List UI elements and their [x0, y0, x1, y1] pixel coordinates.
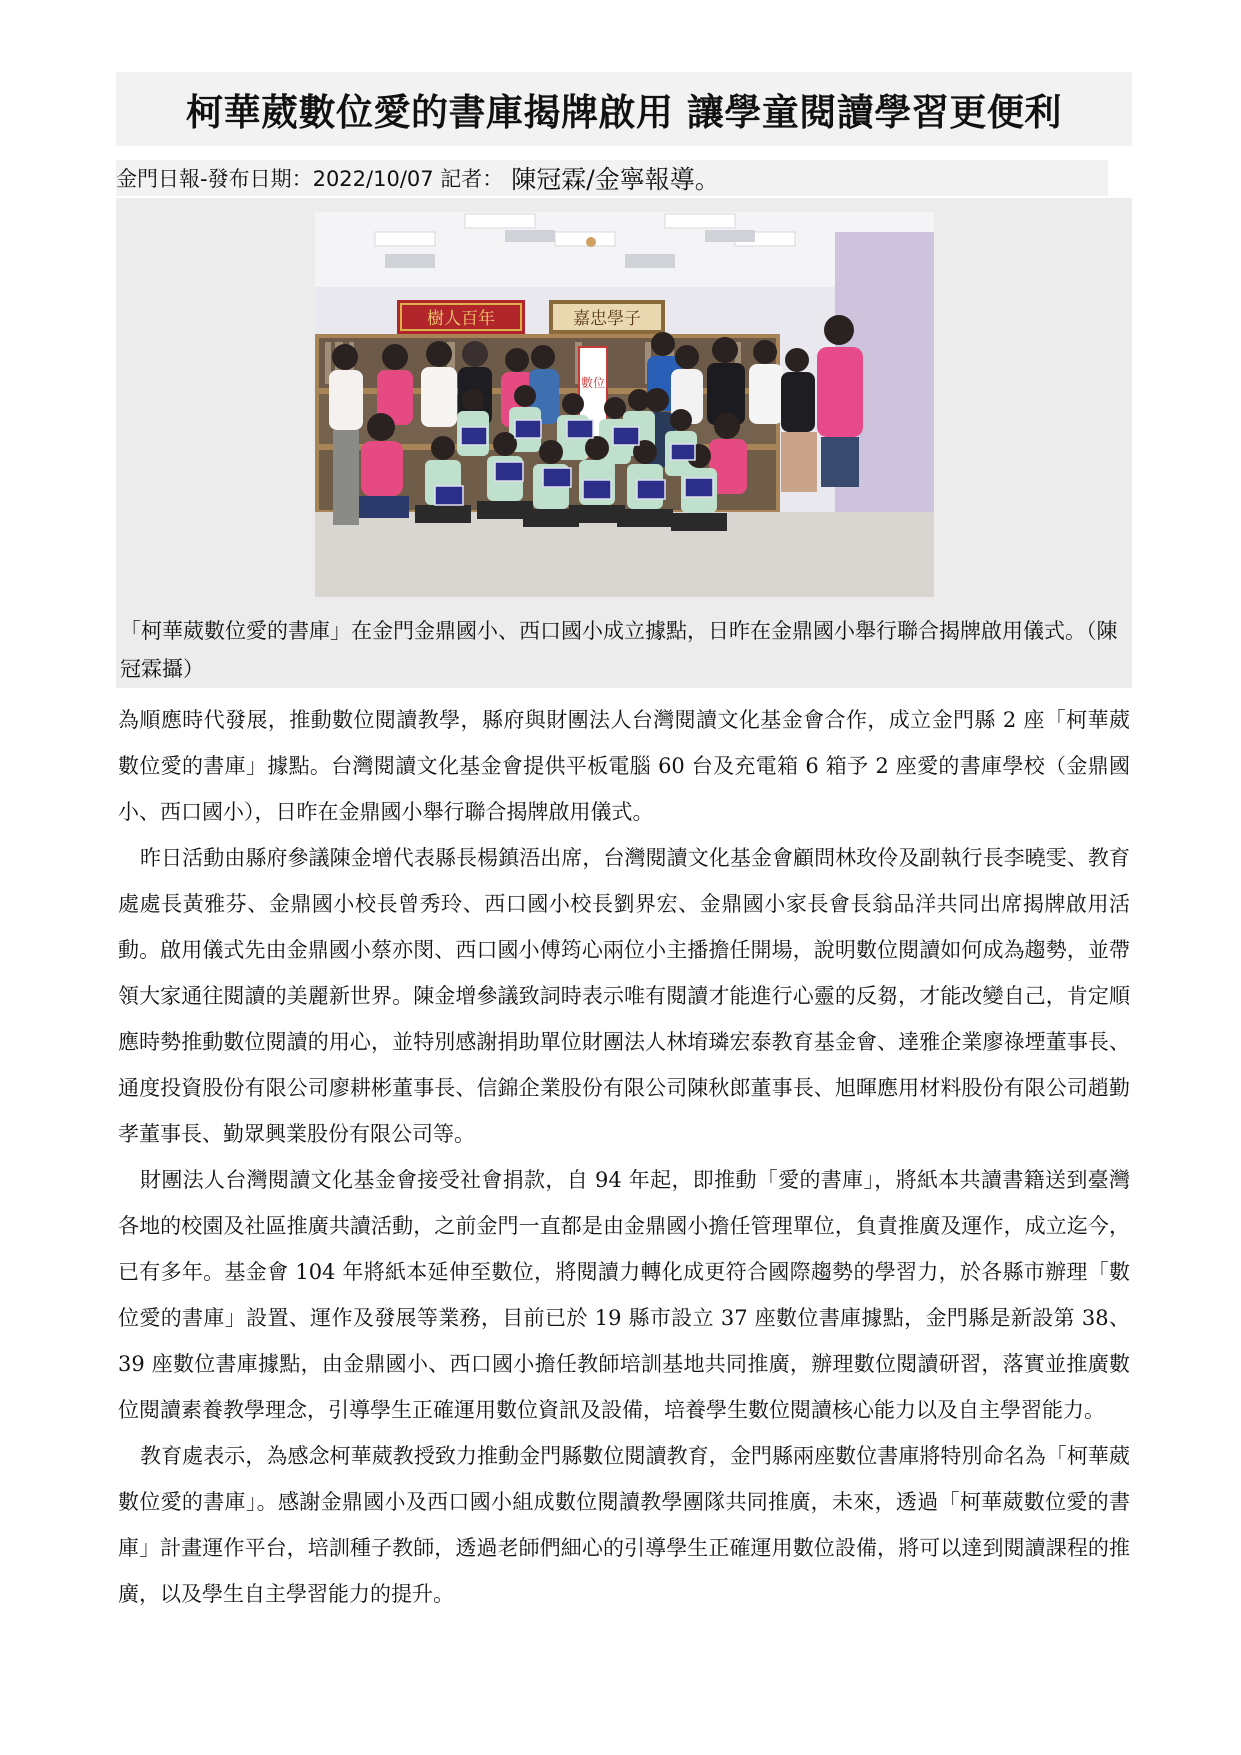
banner-left-text: 樹人百年 — [427, 309, 495, 329]
banner-right-text: 嘉忠學子 — [573, 309, 641, 329]
news-photo — [315, 212, 934, 597]
paragraph: 昨日活動由縣府參議陳金增代表縣長楊鎮浯出席，台灣閱讀文化基金會顧問林玫伶及副執行長李曉雯、教育處處長黃雅芬、金鼎國小校長曾秀玲、西口國小校長劉界宏、金鼎國小家長會長翁品洋共同出席揭牌啟用活動。啟用儀式先由金鼎國小蔡亦閔、西口國小傅筠心兩位小主播擔任開場，說明數位閱讀如何成為趨勢，並帶領大家通往閱讀的美麗新世界。陳金增參議致詞時表示唯有閱讀才能進行心靈的反芻，才能改變自己，肯定順應時勢推動數位閱讀的用心，並特別感謝捐助單位財團法人林堉璘宏泰教育基金會、達雅企業廖祿堙董事長、通度投資股份有限公司廖耕彬董事長、信錦企業股份有限公司陳秋郎董事長、旭暉應用材料股份有限公司趙勤孝董事長、勤眾興業股份有限公司等。 — [118, 846, 1130, 1146]
paragraph: 為順應時代發展，推動數位閱讀教學，縣府與財團法人台灣閱讀文化基金會合作，成立金門縣 2 座「柯華葳數位愛的書庫」據點。台灣閱讀文化基金會提供平板電腦 60 台及充電箱 6 箱予 2 座愛的書庫學校（金鼎國小、西口國小），日昨在金鼎國小舉行聯合揭牌啟用儀式。 — [118, 708, 1130, 824]
photo-box — [116, 198, 1132, 688]
paragraph: 教育處表示，為感念柯華葳教授致力推動金門縣數位閱讀教育，金門縣兩座數位書庫將特別命名為「柯華葳數位愛的書庫」。感謝金鼎國小及西口國小組成數位閱讀教學團隊共同推廣，未來，透過「柯華葳數位愛的書庫」計畫運作平台，培訓種子教師，透過老師們細心的引導學生正確運用數位設備，將可以達到閱讀課程的推廣，以及學生自主學習能力的提升。 — [118, 1444, 1130, 1606]
source-date: 金門日報-發布日期：2022/10/07 記者： — [116, 167, 504, 191]
headline-bar — [116, 72, 1132, 146]
byline — [116, 160, 1108, 196]
article-body — [118, 697, 1130, 1617]
sign-text: 數位 — [580, 376, 606, 390]
paragraph: 財團法人台灣閱讀文化基金會接受社會捐款，自 94 年起，即推動「愛的書庫」，將紙本共讀書籍送到臺灣各地的校園及社區推廣共讀活動，之前金門一直都是由金鼎國小擔任管理單位，負責推廣及運作，成立迄今，已有多年。基金會 104 年將紙本延伸至數位，將閱讀力轉化成更符合國際趨勢的學習力，於各縣市辦理「數位愛的書庫」設置、運作及發展等業務，目前已於 19 縣市設立 37 座數位書庫據點，金門縣是新設第 38、39 座數位書庫據點，由金鼎國小、西口國小擔任教師培訓基地共同推廣，辦理數位閱讀研習，落實並推廣數位閱讀素養教學理念，引導學生正確運用數位資訊及設備，培養學生數位閱讀核心能力以及自主學習能力。 — [118, 1168, 1130, 1422]
reporter: 陳冠霖/金寧報導。 — [511, 165, 720, 194]
headline: 柯華葳數位愛的書庫揭牌啟用 讓學童閱讀學習更便利 — [186, 91, 1062, 134]
photo-caption: 「柯華葳數位愛的書庫」在金門金鼎國小、西口國小成立據點，日昨在金鼎國小舉行聯合揭牌啟用儀式。（陳冠霖攝） — [120, 619, 1118, 681]
